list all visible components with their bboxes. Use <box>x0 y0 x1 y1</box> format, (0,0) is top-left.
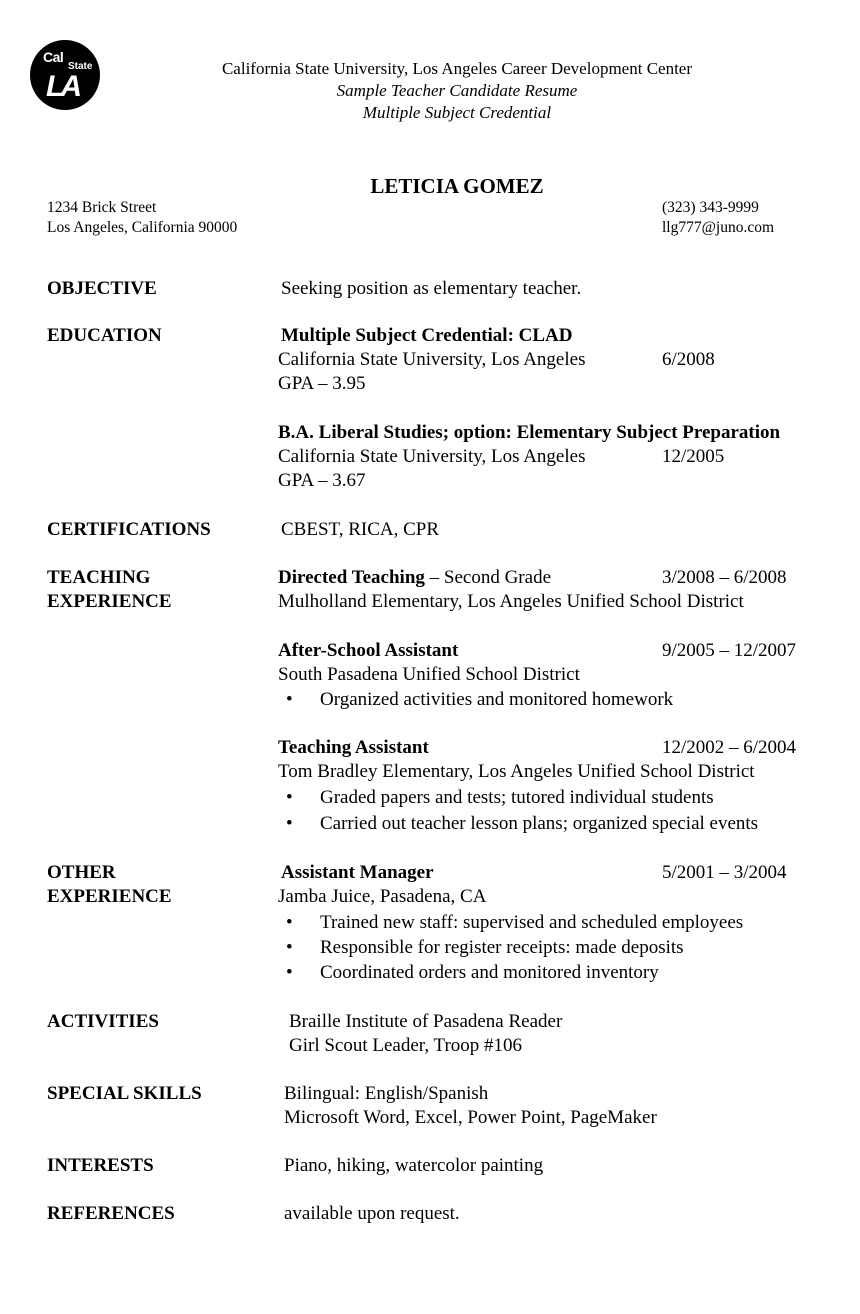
list-item <box>286 813 759 835</box>
address-street: 1234 Brick Street <box>47 199 157 216</box>
candidate-name: LETICIA GOMEZ <box>370 174 544 198</box>
education-2-date: 12/2005 <box>662 446 725 467</box>
education-2-gpa: GPA – 3.67 <box>278 470 366 491</box>
bullet-glyph: • <box>286 912 293 933</box>
skill-1: Bilingual: English/Spanish <box>284 1083 489 1104</box>
teaching-3-date: 12/2002 – 6/2004 <box>662 737 797 758</box>
teaching-2-bullet-1: Organized activities and monitored homework <box>320 689 674 710</box>
certifications-text: CBEST, RICA, CPR <box>281 519 440 540</box>
section-special-skills: SPECIAL SKILLS <box>47 1083 202 1104</box>
interests-text: Piano, hiking, watercolor painting <box>284 1155 544 1176</box>
section-interests: INTERESTS <box>47 1155 154 1176</box>
bullet-glyph: • <box>286 962 293 983</box>
teaching-3-title: Teaching Assistant <box>278 737 429 758</box>
bullet-glyph: • <box>286 813 293 834</box>
section-objective: OBJECTIVE <box>47 278 157 299</box>
other-org: Jamba Juice, Pasadena, CA <box>278 886 487 907</box>
other-date: 5/2001 – 3/2004 <box>662 862 787 883</box>
phone-number: (323) 343-9999 <box>662 199 759 216</box>
header-line-2: Sample Teacher Candidate Resume <box>336 81 578 100</box>
logo-text-la: LA <box>46 70 78 103</box>
teaching-3-org: Tom Bradley Elementary, Los Angeles Unified School District <box>278 761 755 782</box>
activity-2: Girl Scout Leader, Troop #106 <box>289 1035 523 1056</box>
section-teaching-line-2: EXPERIENCE <box>47 591 172 612</box>
teaching-1-title: Directed Teaching <box>278 567 425 588</box>
header-line-3: Multiple Subject Credential <box>362 103 552 122</box>
teaching-1-suffix: – Second Grade <box>424 567 552 588</box>
logo-text-state: State <box>68 61 93 72</box>
header-line-1: California State University, Los Angeles Career Development Center <box>221 59 693 78</box>
other-bullet-1: Trained new staff: supervised and scheduled employees <box>320 912 744 933</box>
email-address: llg777@juno.com <box>662 219 775 236</box>
other-bullet-2: Responsible for register receipts: made deposits <box>320 937 684 958</box>
other-title: Assistant Manager <box>281 862 434 883</box>
teaching-3-bullet-2: Carried out teacher lesson plans; organized special events <box>320 813 759 834</box>
education-1-gpa: GPA – 3.95 <box>278 373 366 394</box>
teaching-2-org: South Pasadena Unified School District <box>278 664 580 685</box>
section-teaching-line-1: TEACHING <box>47 567 151 588</box>
teaching-1-org: Mulholland Elementary, Los Angeles Unified School District <box>278 591 744 612</box>
section-other-line-1: OTHER <box>47 862 116 883</box>
teaching-1-date: 3/2008 – 6/2008 <box>662 567 787 588</box>
education-2-title: B.A. Liberal Studies; option: Elementary Subject Preparation <box>278 422 781 443</box>
section-activities: ACTIVITIES <box>47 1011 159 1032</box>
references-text: available upon request. <box>284 1203 460 1224</box>
bullet-glyph: • <box>286 937 293 958</box>
teaching-2-date: 9/2005 – 12/2007 <box>662 640 797 661</box>
section-education: EDUCATION <box>47 325 162 346</box>
list-item <box>286 689 674 711</box>
bullet-glyph: • <box>286 787 293 808</box>
objective-text: Seeking position as elementary teacher. <box>281 278 582 299</box>
bullet-glyph: • <box>286 689 293 710</box>
activity-1: Braille Institute of Pasadena Reader <box>289 1011 563 1032</box>
education-1-school: California State University, Los Angeles <box>278 349 586 370</box>
education-2-school: California State University, Los Angeles <box>278 446 586 467</box>
list-item <box>286 962 659 984</box>
teaching-1-heading <box>278 567 551 589</box>
education-1-title: Multiple Subject Credential: CLAD <box>281 325 573 346</box>
logo-text-cal: Cal <box>43 49 64 65</box>
list-item <box>286 912 744 934</box>
address-city: Los Angeles, California 90000 <box>47 219 238 236</box>
section-references: REFERENCES <box>47 1203 175 1224</box>
skill-2: Microsoft Word, Excel, Power Point, PageMaker <box>284 1107 657 1128</box>
teaching-2-title: After-School Assistant <box>278 640 459 661</box>
section-certifications: CERTIFICATIONS <box>47 519 211 540</box>
list-item <box>286 937 684 959</box>
teaching-3-bullet-1: Graded papers and tests; tutored individual students <box>320 787 714 808</box>
section-other-line-2: EXPERIENCE <box>47 886 172 907</box>
other-bullet-3: Coordinated orders and monitored inventory <box>320 962 659 983</box>
list-item <box>286 787 714 809</box>
education-1-date: 6/2008 <box>662 349 715 370</box>
